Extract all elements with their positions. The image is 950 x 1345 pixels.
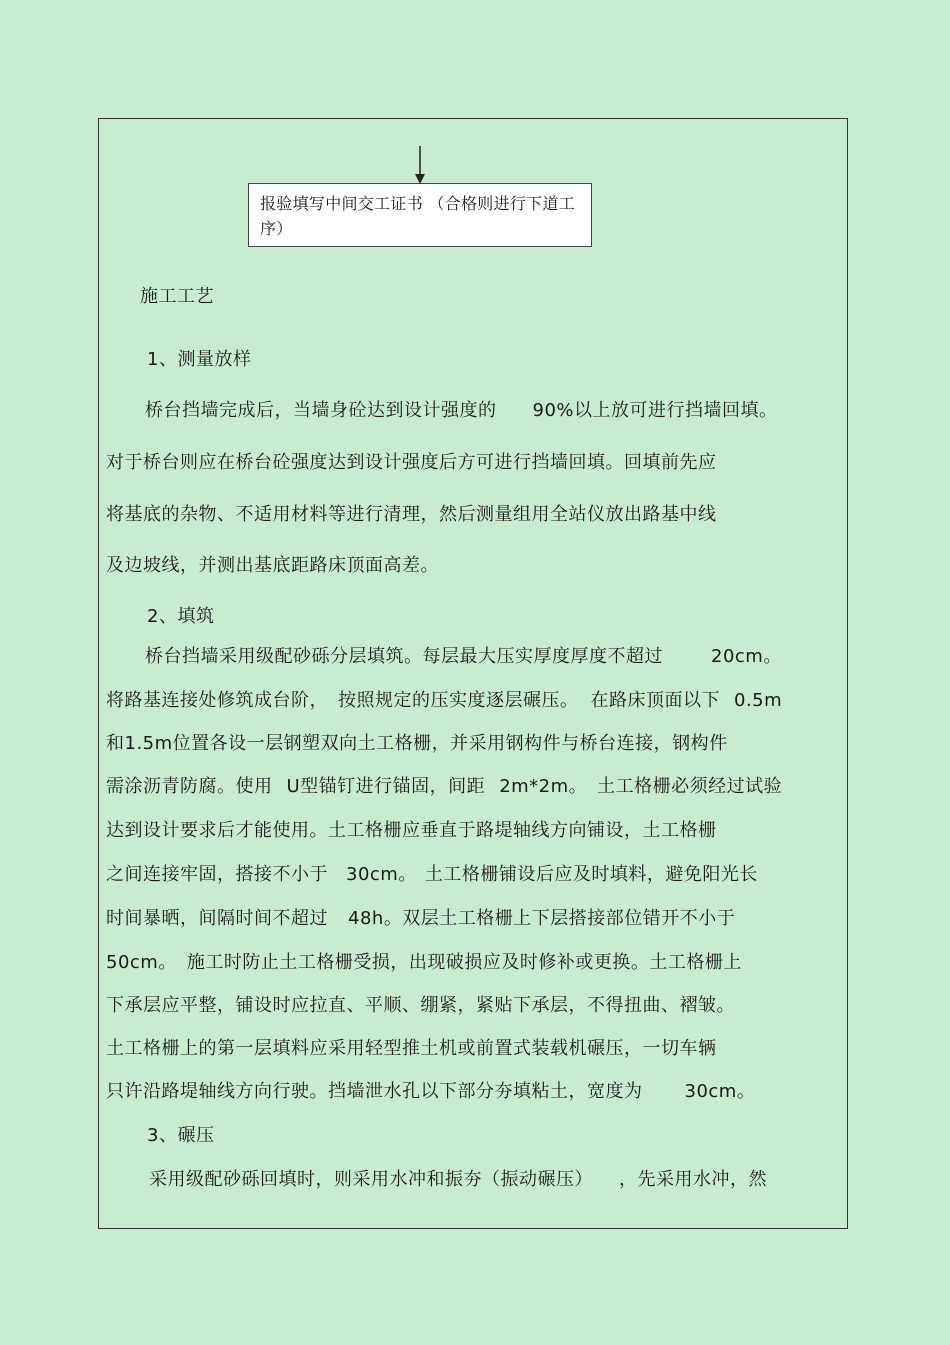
step1-heading: 1、测量放样 xyxy=(147,349,252,370)
paragraph-line: 之间连接牢固，搭接不小于 30cm。 土工格栅铺设后应及时填料，避免阳光长 xyxy=(106,864,758,885)
paragraph-line: 对于桥台则应在桥台砼强度达到设计强度后方可进行挡墙回填。回填前先应 xyxy=(106,452,717,473)
paragraph-line: 将路基连接处修筑成台阶， 按照规定的压实度逐层碾压。 在路床顶面以下 0.5m xyxy=(106,690,783,711)
paragraph-line: 土工格栅上的第一层填料应采用轻型推土机或前置式装载机碾压，一切车辆 xyxy=(106,1038,717,1059)
paragraph-line: 下承层应平整，铺设时应拉直、平顺、绷紧，紧贴下承层，不得扭曲、褶皱。 xyxy=(106,995,735,1016)
step3-heading: 3、碾压 xyxy=(147,1125,215,1146)
flowchart-step-text: 报验填写中间交工证书 （合格则进行下道工序） xyxy=(260,194,576,238)
paragraph-line: 时间暴晒，间隔时间不超过 48h。双层土工格栅上下层搭接部位错开不小于 xyxy=(106,908,736,929)
paragraph-line: 和1.5m位置各设一层钢塑双向土工格栅，并采用钢构件与桥台连接，钢构件 xyxy=(106,733,728,754)
paragraph-line: 桥台挡墙完成后，当墙身砼达到设计强度的 90%以上放可进行挡墙回填。 xyxy=(145,400,778,421)
paragraph-line: 桥台挡墙采用级配砂砾分层填筑。每层最大压实厚度厚度不超过 20cm。 xyxy=(145,646,782,667)
paragraph-line: 需涂沥青防腐。使用 U型锚钉进行锚固，间距 2m*2m。 土工格栅必须经过试验 xyxy=(106,776,783,797)
section-title: 施工工艺 xyxy=(140,286,214,307)
flowchart-step-box xyxy=(248,183,592,247)
paragraph-line: 达到设计要求后才能使用。土工格栅应垂直于路堤轴线方向铺设，土工格栅 xyxy=(106,820,717,841)
paragraph-line: 及边坡线，并测出基底距路床顶面高差。 xyxy=(106,555,439,576)
paragraph-line: 50cm。 施工时防止土工格栅受损，出现破损应及时修补或更换。土工格栅上 xyxy=(106,952,742,973)
paragraph-line: 将基底的杂物、不适用材料等进行清理，然后测量组用全站仪放出路基中线 xyxy=(106,504,717,525)
paragraph-line: 采用级配砂砾回填时，则采用水冲和振夯（振动碾压） ，先采用水冲，然 xyxy=(149,1169,767,1190)
step2-heading: 2、填筑 xyxy=(147,606,215,627)
paragraph-line: 只许沿路堤轴线方向行驶。挡墙泄水孔以下部分夯填粘土，宽度为 30cm。 xyxy=(106,1081,756,1102)
flow-arrow-down-icon xyxy=(410,146,430,186)
